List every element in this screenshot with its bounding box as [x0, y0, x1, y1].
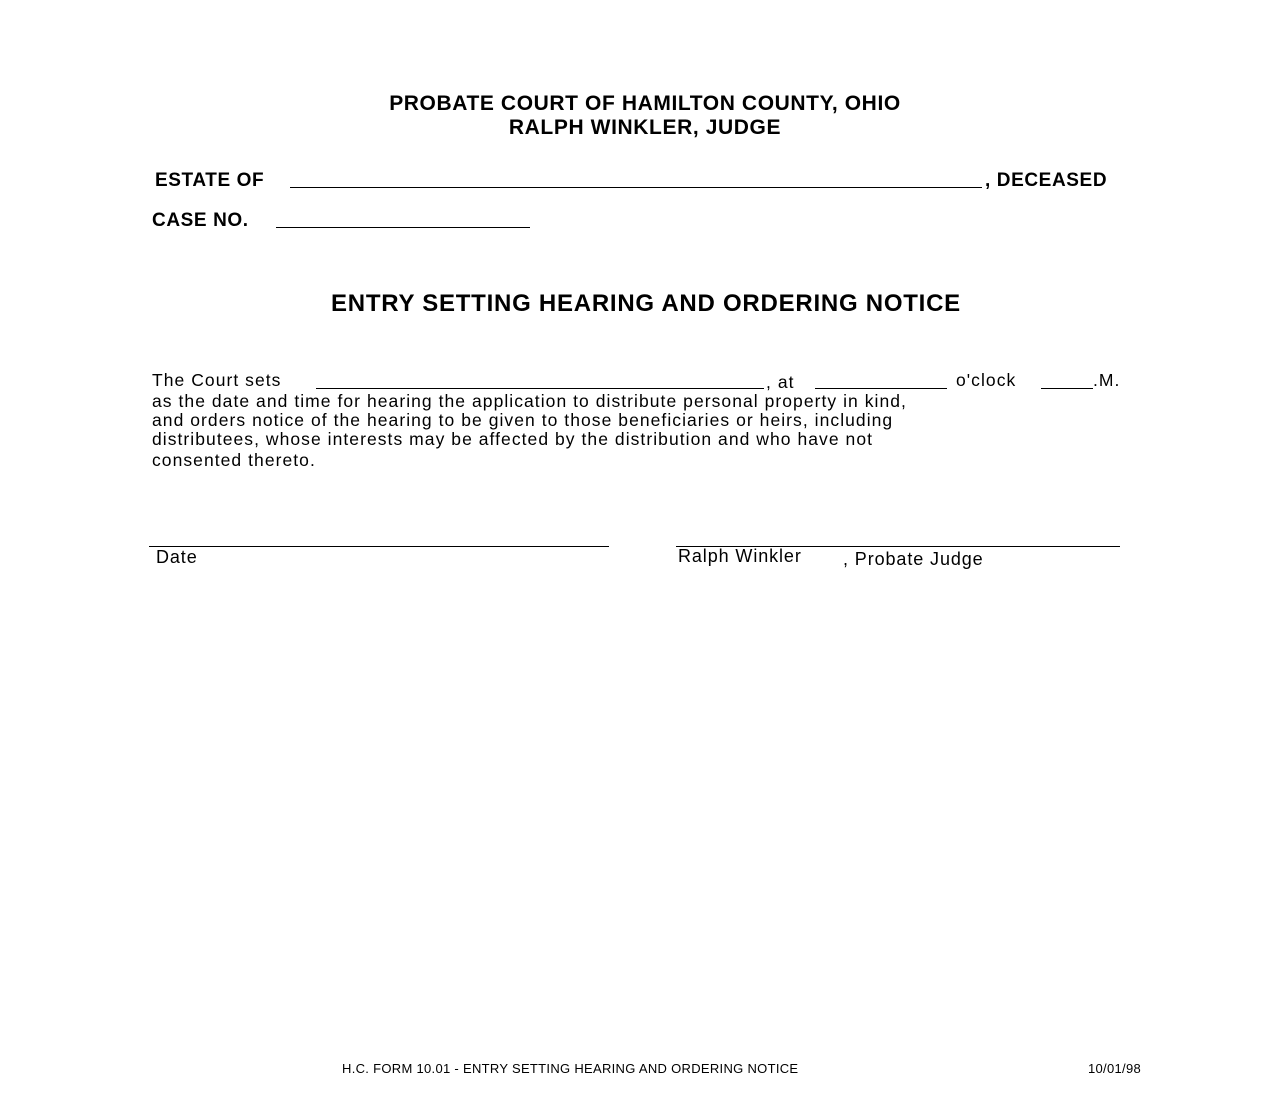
case-no-label: CASE NO.	[152, 210, 249, 231]
document-title: ENTRY SETTING HEARING AND ORDERING NOTICE	[331, 290, 961, 317]
form-id: H.C. FORM 10.01 - ENTRY SETTING HEARING AND ORDERING NOTICE	[342, 1061, 799, 1076]
judge-title: , Probate Judge	[843, 549, 984, 569]
judge-name: Ralph Winkler	[678, 546, 802, 566]
at-label: , at	[766, 372, 795, 392]
m-label: .M.	[1093, 370, 1121, 390]
court-sets-label: The Court sets	[152, 370, 282, 390]
am-pm-field[interactable]	[1041, 371, 1093, 389]
deceased-label: , DECEASED	[985, 170, 1108, 191]
estate-label: ESTATE OF	[155, 170, 265, 191]
oclock-label: o'clock	[956, 370, 1017, 390]
body-line-3: distributees, whose interests may be affected by the distribution and who have not	[152, 429, 874, 449]
date-label: Date	[156, 547, 198, 567]
revision-date: 10/01/98	[1088, 1061, 1142, 1076]
hearing-time-field[interactable]	[815, 371, 947, 389]
body-line-1: as the date and time for hearing the application to distribute personal property in kind,	[152, 391, 907, 411]
body-line-4: consented thereto.	[152, 450, 316, 470]
date-signature-line[interactable]	[149, 546, 609, 547]
estate-name-field[interactable]	[290, 170, 982, 188]
hearing-date-field[interactable]	[316, 371, 764, 389]
judge-line: RALPH WINKLER, JUDGE	[508, 116, 782, 139]
case-no-field[interactable]	[276, 210, 530, 228]
court-name: PROBATE COURT OF HAMILTON COUNTY, OHIO	[389, 92, 901, 115]
body-line-2: and orders notice of the hearing to be given to those beneficiaries or heirs, including	[152, 410, 894, 430]
